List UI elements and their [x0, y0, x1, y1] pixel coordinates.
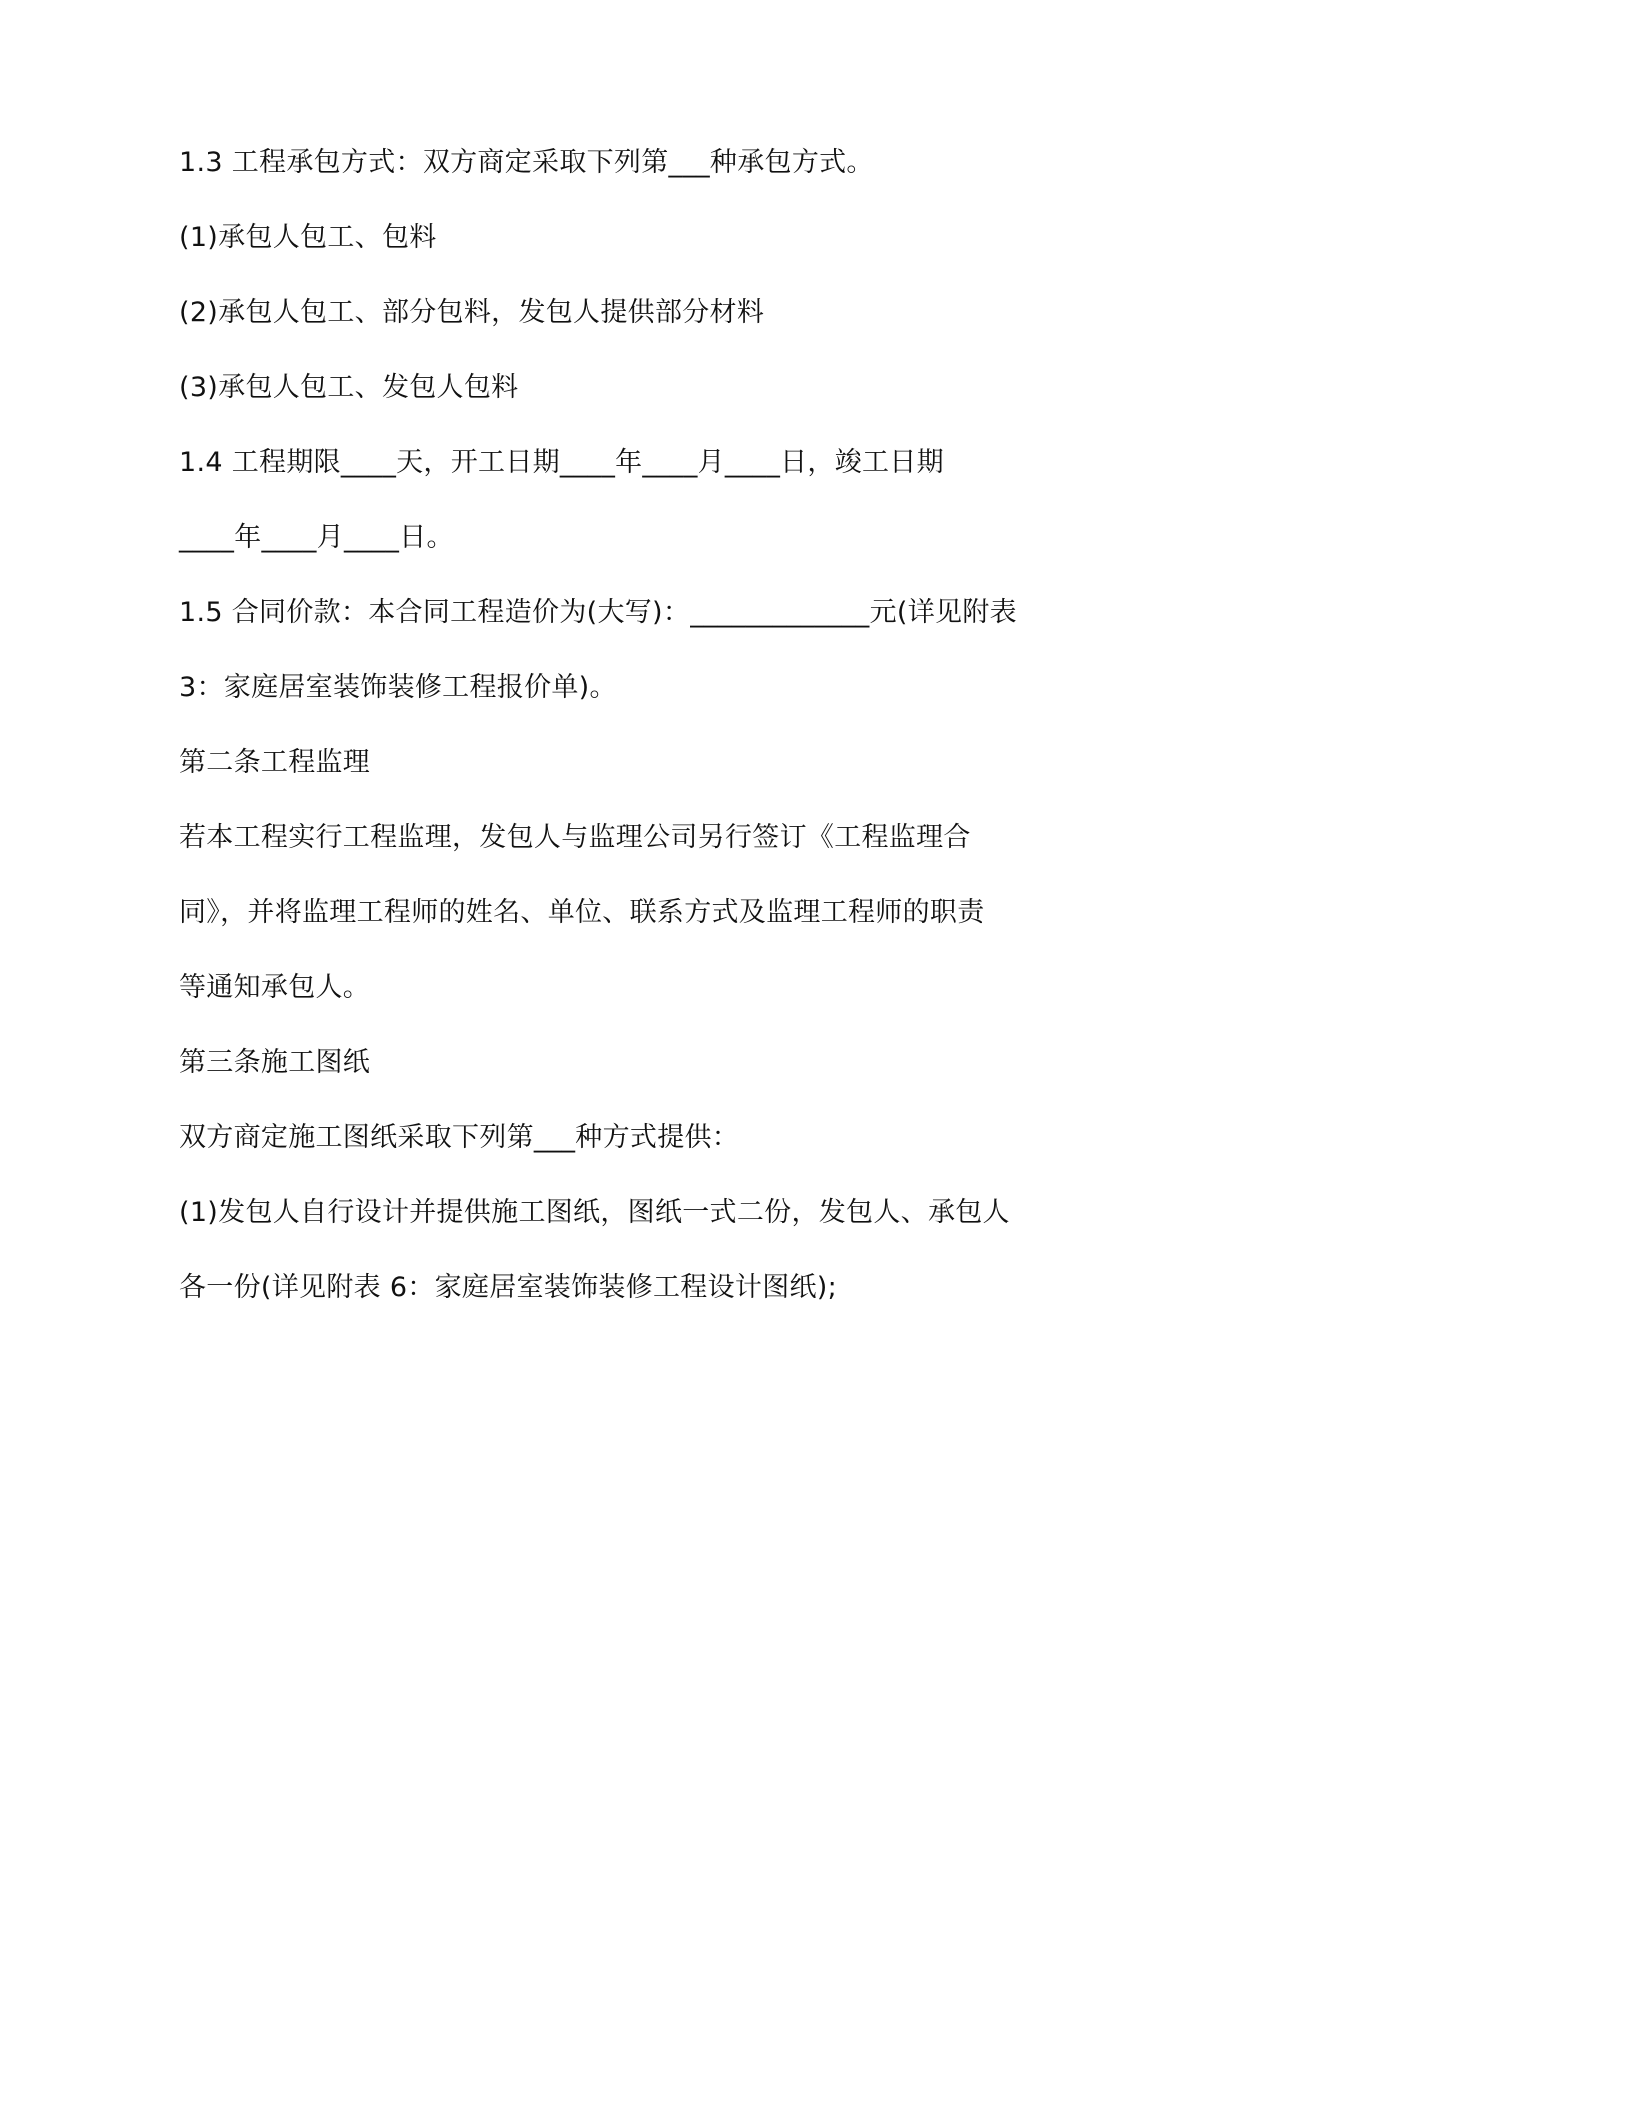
option-2-partial-materials: (2)承包人包工、部分包料，发包人提供部分材料 — [179, 297, 765, 328]
clause-1-5-contract-price: 1.5 合同价款：本合同工程造价为(大写)：_____________元(详见附表 — [179, 597, 1017, 628]
clause-1-4-project-period: 1.4 工程期限____天，开工日期____年____月____日，竣工日期 — [179, 447, 944, 478]
article-2-paragraph-line-3: 等通知承包人。 — [179, 972, 371, 1003]
article-3-option-1-line-1: (1)发包人自行设计并提供施工图纸，图纸一式二份，发包人、承包人 — [179, 1197, 1010, 1228]
article-2-paragraph-line-1: 若本工程实行工程监理，发包人与监理公司另行签订《工程监理合 — [179, 822, 971, 853]
option-3-owner-supplies-materials: (3)承包人包工、发包人包料 — [179, 372, 519, 403]
article-3-heading: 第三条施工图纸 — [179, 1047, 371, 1078]
article-3-option-1-line-2: 各一份(详见附表 6：家庭居室装饰装修工程设计图纸); — [179, 1272, 838, 1303]
clause-1-3-contract-method: 1.3 工程承包方式：双方商定采取下列第___种承包方式。 — [179, 147, 874, 178]
clause-1-4-completion-date: ____年____月____日。 — [179, 522, 454, 553]
option-1-labor-and-materials: (1)承包人包工、包料 — [179, 222, 437, 253]
article-3-intro: 双方商定施工图纸采取下列第___种方式提供： — [179, 1122, 740, 1153]
clause-1-5-price-reference: 3：家庭居室装饰装修工程报价单)。 — [179, 672, 617, 703]
article-2-paragraph-line-2: 同》，并将监理工程师的姓名、单位、联系方式及监理工程师的职责 — [179, 897, 985, 928]
article-2-heading: 第二条工程监理 — [179, 747, 371, 778]
